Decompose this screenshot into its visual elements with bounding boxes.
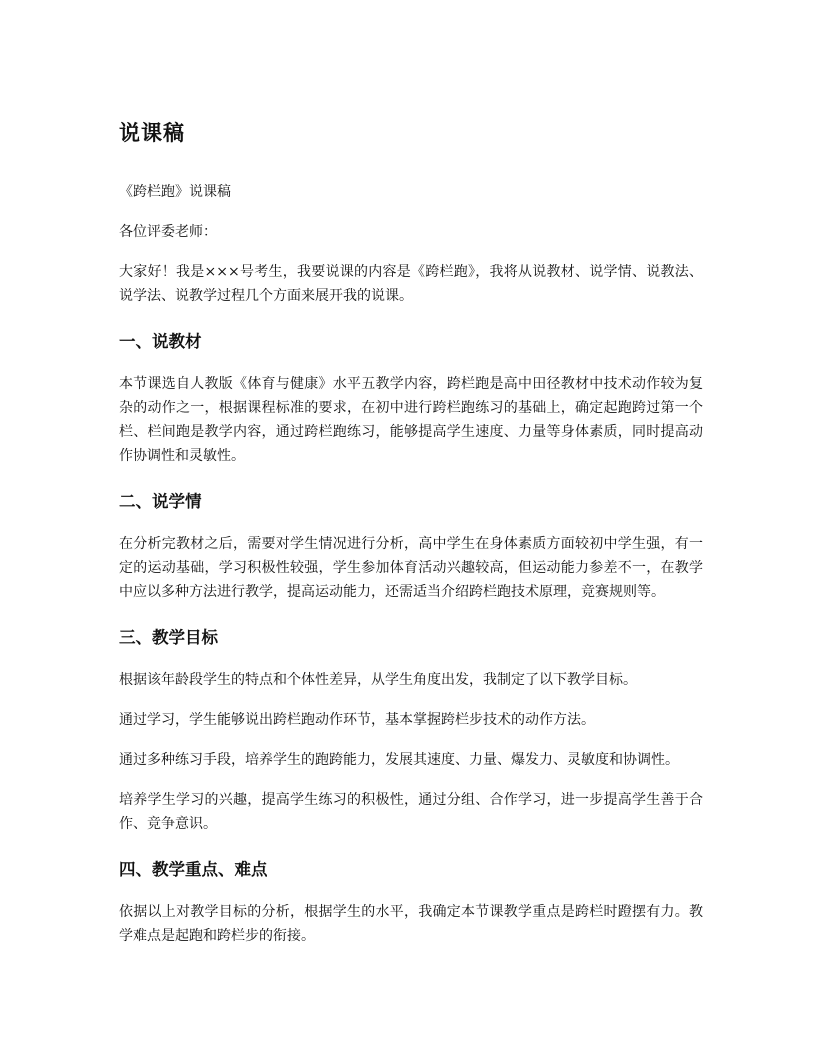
document-title: 说课稿 — [119, 121, 185, 145]
section-paragraph: 本节课选自人教版《体育与健康》水平五教学内容，跨栏跑是高中田径教材中技术动作较为复杂的动作之一，根据课程标准的要求，在初中进行跨栏跑练习的基础上，确定起跑跨过第一个栏、栏间跑是教学内容，通过跨栏跑练习，能够提高学生速度、力量等身体素质，同时提高动作协调性和灵敏性。 — [119, 376, 703, 464]
greeting: 各位评委老师： — [119, 224, 217, 240]
section-paragraph: 通过学习，学生能够说出跨栏跑动作环节，基本掌握跨栏步技术的动作方法。 — [119, 712, 595, 728]
section-paragraph: 在分析完教材之后，需要对学生情况进行分析，高中学生在身体素质方面较初中学生强，有一定的运动基础，学习积极性较强，学生参加体育活动兴趣较高，但运动能力参差不一，在教学中应以多种方法进行教学，提高运动能力，还需适当介绍跨栏跑技术原理，竞赛规则等。 — [119, 536, 703, 600]
intro-paragraph: 大家好！我是×××号考生，我要说课的内容是《跨栏跑》，我将从说教材、说学情、说教法、说学法、说教学过程几个方面来展开我的说课。 — [119, 264, 703, 304]
section-textbook — [119, 330, 703, 468]
document-subtitle: 《跨栏跑》说课稿 — [119, 184, 231, 200]
section-teaching-objectives — [119, 626, 703, 836]
section-paragraph: 依据以上对教学目标的分析，根据学生的水平，我确定本节课教学重点是跨栏时蹬摆有力。教学难点是起跑和跨栏步的衔接。 — [119, 904, 703, 944]
section-student-analysis — [119, 490, 703, 604]
section-paragraph: 根据该年龄段学生的特点和个体性差异，从学生角度出发，我制定了以下教学目标。 — [119, 672, 637, 688]
section-paragraph: 培养学生学习的兴趣，提高学生练习的积极性，通过分组、合作学习，进一步提高学生善于合作、竞争意识。 — [119, 792, 703, 832]
section-heading: 二、说学情 — [119, 492, 202, 511]
document-page — [119, 118, 703, 964]
section-key-points — [119, 858, 703, 948]
section-heading: 三、教学目标 — [119, 628, 218, 647]
section-heading: 四、教学重点、难点 — [119, 860, 268, 879]
section-heading: 一、说教材 — [119, 332, 202, 351]
section-paragraph: 通过多种练习手段，培养学生的跑跨能力，发展其速度、力量、爆发力、灵敏度和协调性。 — [119, 752, 679, 768]
